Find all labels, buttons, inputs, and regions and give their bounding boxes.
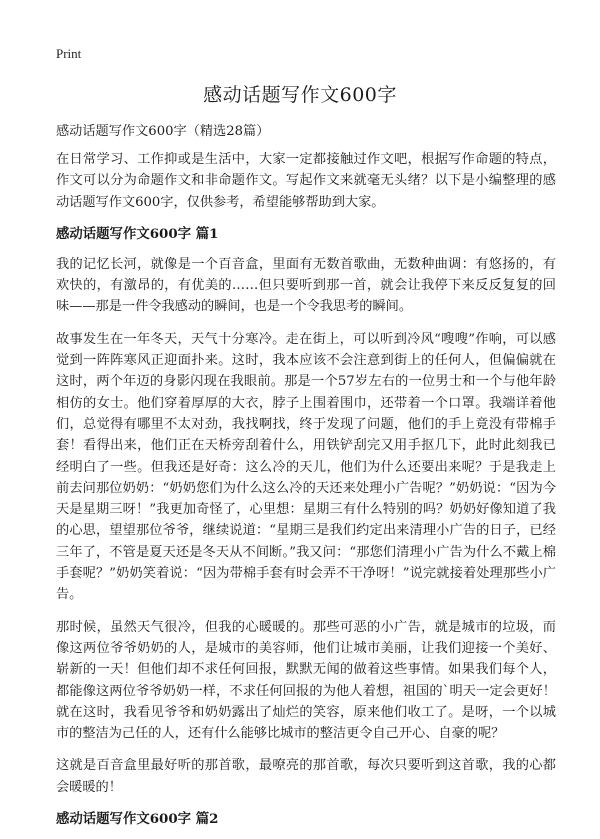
section-heading-2: 感动话题写作文600字 篇2	[56, 811, 219, 828]
page-title: 感动话题写作文600字	[203, 84, 397, 106]
article-subtitle: 感动话题写作文600字（精选28篇）	[56, 124, 270, 139]
article-body	[56, 122, 556, 839]
section-1-paragraph-1: 我的记忆长河，就像是一个百音盒，里面有无数首歌曲，无数种曲调：有悠扬的，有欢快的，有激昂的，有优美的……但只要听到那一首，就会让我停下来反反复复的回味——那是一件令我感动的瞬间，也是一个令我思考的瞬间。	[56, 256, 556, 315]
print-link[interactable]: Print	[56, 46, 82, 61]
section-1-paragraph-3: 那时候，虽然天气很冷，但我的心暖暖的。那些可恶的小广告，就是城市的垃圾，而像这两位爷爷奶奶的人，是城市的美容师，他们让城市美丽，让我们迎接一个美好、崭新的一天！但他们却不求任何回报，默默无闻的做着这些事情。如果我们每个人，都能像这两位爷爷奶奶一样，不求任何回报的为他人着想，祖国的`明天一定会更好！就在这时，我看见爷爷和奶奶露出了灿烂的笑容，原来他们收工了。是呀，一个以城市的整洁为己任的人，还有什么能够比城市的整洁更令自己开心、自豪的呢？	[56, 619, 556, 742]
section-heading-1: 感动话题写作文600字 篇1	[56, 225, 219, 242]
section-1-paragraph-4: 这就是百音盒里最好听的那首歌，最嘹亮的那首歌，每次只要听到这首歌，我的心都会暖暖的！	[56, 758, 556, 795]
section-1-paragraph-2: 故事发生在一年冬天，天气十分寒冷。走在街上，可以听到冷风“嗖嗖”作响，可以感觉到一阵阵寒风正迎面扑来。这时，我本应该不会注意到街上的任何人，但偏偏就在这时，两个年迈的身影闪现在我眼前。那是一个57岁左右的一位男士和一个与他年龄相仿的女士。他们穿着厚厚的大衣，脖子上围着围巾，还带着一个口罩。我端详着他们，总觉得有哪里不太对劲，我找啊找，终于发现了问题，他们的手上竟没有带棉手套！看得出来，他们正在天桥旁刮着什么，用铁铲刮完又用手抠几下，此时此刻我已经明白了一些。但我还是好奇：这么冷的天儿，他们为什么还要出来呢？于是我走上前去问那位奶奶：“奶奶您们为什么这么冷的天还来处理小广告呢？”奶奶说：“因为今天是星期三呀！”我更加奇怪了，心里想：星期三有什么特别的吗？奶奶好像知道了我的心思，望望那位爷爷，继续说道：“星期三是我们约定出来清理小广告的日子，已经三年了，不管是夏天还是冬天从不间断。”我又问：“那您们清理小广告为什么不戴上棉手套呢？”奶奶笑着说：“因为带棉手套有时会弄不干净呀！”说完就接着处理那些小广告。	[56, 331, 556, 603]
intro-paragraph: 在日常学习、工作抑或是生活中，大家一定都接触过作文吧，根据写作命题的特点，作文可以分为命题作文和非命题作文。写起作文来就毫无头绪？以下是小编整理的感动话题写作文600字，仅供参考，希望能够帮助到大家。	[56, 152, 556, 210]
